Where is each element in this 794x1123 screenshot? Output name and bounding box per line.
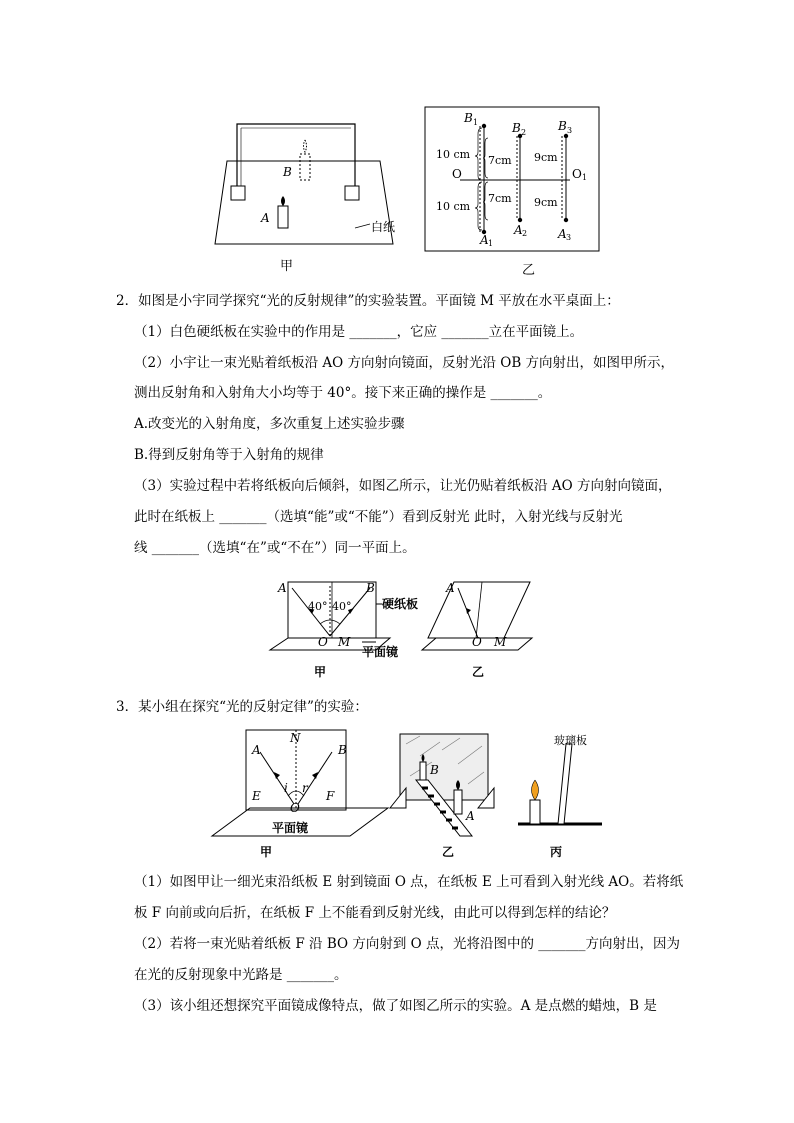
figure-top-jia (205, 118, 405, 250)
q2-part3-line1: （3）实验过程中若将纸板向后倾斜，如图乙所示，让光仍贴着纸板沿 AO 方向射向镜面， (134, 478, 672, 494)
svg-text:9cm: 9cm (534, 196, 558, 209)
svg-text:1: 1 (473, 118, 479, 127)
svg-text:40°: 40° (332, 600, 352, 613)
support-right (345, 186, 359, 200)
label-a: A (261, 211, 270, 225)
label-paper: 白纸 (371, 220, 396, 234)
svg-text:B: B (366, 581, 375, 595)
svg-text:10 cm: 10 cm (436, 200, 471, 213)
q3-part1-line1: （1）如图甲让一细光束沿纸板 E 射到镜面 O 点，在纸板 E 上可看到入射光线 AO。若将纸 (134, 874, 684, 890)
figure-q3 (210, 724, 605, 862)
svg-text:M: M (338, 635, 351, 649)
figure-top-yi (424, 106, 600, 252)
glass-plate (237, 124, 355, 190)
svg-text:3: 3 (566, 233, 572, 242)
svg-text:E: E (252, 789, 261, 803)
svg-text:甲: 甲 (314, 665, 327, 679)
q2-intro: 2．如图是小宇同学探究“光的反射规律”的实验装置。平面镜 M 平放在水平桌面上： (116, 293, 620, 309)
paper-sheet (215, 161, 396, 244)
svg-text:10 cm: 10 cm (436, 148, 471, 161)
support-left (231, 186, 245, 200)
svg-text:平面镜: 平面镜 (272, 821, 309, 835)
caption-top-jia: 甲 (280, 259, 294, 274)
svg-text:A: A (446, 581, 455, 595)
svg-text:乙: 乙 (472, 665, 485, 679)
svg-text:A: A (514, 223, 523, 237)
q2-part3-line2: 此时在纸板上 _______（选填“能”或“不能”）看到反射光 此时，入射光线与反射光 (134, 509, 623, 525)
q3-part1-line2: 板 F 向前或向后折，在纸板 F 上不能看到反射光线，由此可以得到怎样的结论？ (134, 905, 616, 921)
q3-part2-line2: 在光的反射现象中光路是 _______。 (134, 967, 348, 983)
svg-text:B: B (464, 111, 473, 125)
svg-text:7cm: 7cm (488, 154, 512, 167)
glass-bing (558, 744, 572, 824)
svg-text:2: 2 (521, 128, 527, 137)
caption-top-yi: 乙 (522, 263, 536, 278)
svg-text:M: M (494, 635, 507, 649)
svg-text:O: O (472, 635, 482, 649)
svg-text:A: A (466, 809, 475, 823)
svg-text:A: A (558, 227, 567, 241)
svg-text:甲: 甲 (260, 845, 273, 859)
q2-part2-line1: （2）小宇让一束光贴着纸板沿 AO 方向射向镜面，反射光沿 OB 方向射出，如图甲所示， (134, 355, 675, 371)
svg-text:B: B (338, 743, 347, 757)
figure-q2 (262, 576, 552, 680)
svg-text:硬纸板: 硬纸板 (382, 597, 419, 611)
image-candle-b (300, 154, 310, 180)
q2-option-a: A.改变光的入射角度，多次重复上述实验步骤 (134, 416, 405, 432)
q2-part3-line3: 线 _______（选填“在”或“不在”）同一平面上。 (134, 540, 416, 556)
svg-text:平面镜: 平面镜 (362, 645, 399, 659)
q2-part2-line2: 测出反射角和入射角大小均等于 40°。接下来正确的操作是 _______。 (134, 385, 552, 401)
svg-text:40°: 40° (308, 600, 328, 613)
svg-text:乙: 乙 (442, 845, 455, 859)
q3-part3-line1: （3）该小组还想探究平面镜成像特点，做了如图乙所示的实验。A 是点燃的蜡烛，B 是 (134, 998, 657, 1014)
svg-text:r: r (302, 781, 308, 795)
svg-text:A: A (252, 743, 261, 757)
q3-part2-line1: （2）若将一束光贴着纸板 F 沿 BO 方向射到 O 点，光将沿图中的 _______方向射出，因为 (134, 936, 681, 952)
svg-text:2: 2 (522, 229, 528, 238)
svg-text:i: i (284, 781, 288, 795)
svg-text:O: O (318, 635, 328, 649)
candle-a (278, 206, 288, 228)
svg-text:O: O (452, 167, 462, 181)
svg-text:A: A (480, 233, 489, 247)
svg-text:O: O (572, 167, 582, 181)
label-b: B (283, 165, 292, 179)
glass-yi (400, 734, 488, 800)
svg-text:O: O (290, 801, 300, 815)
svg-text:丙: 丙 (550, 845, 563, 859)
svg-text:A: A (278, 581, 287, 595)
svg-text:1: 1 (488, 239, 494, 248)
svg-text:3: 3 (567, 126, 573, 135)
q2-option-b: B.得到反射角等于入射角的规律 (134, 447, 324, 463)
svg-text:F: F (326, 789, 335, 803)
svg-text:B: B (558, 119, 567, 133)
q2-part1: （1）白色硬纸板在实验中的作用是 _______，它应 _______立在平面镜上。 (134, 324, 584, 340)
svg-text:B: B (512, 121, 521, 135)
q3-intro: 3．某小组在探究“光的反射定律”的实验： (116, 699, 368, 715)
svg-text:7cm: 7cm (488, 192, 512, 205)
svg-text:B: B (430, 763, 439, 777)
svg-text:玻璃板: 玻璃板 (554, 734, 587, 747)
svg-text:1: 1 (582, 173, 588, 182)
svg-text:N: N (290, 731, 301, 745)
svg-text:9cm: 9cm (534, 151, 558, 164)
